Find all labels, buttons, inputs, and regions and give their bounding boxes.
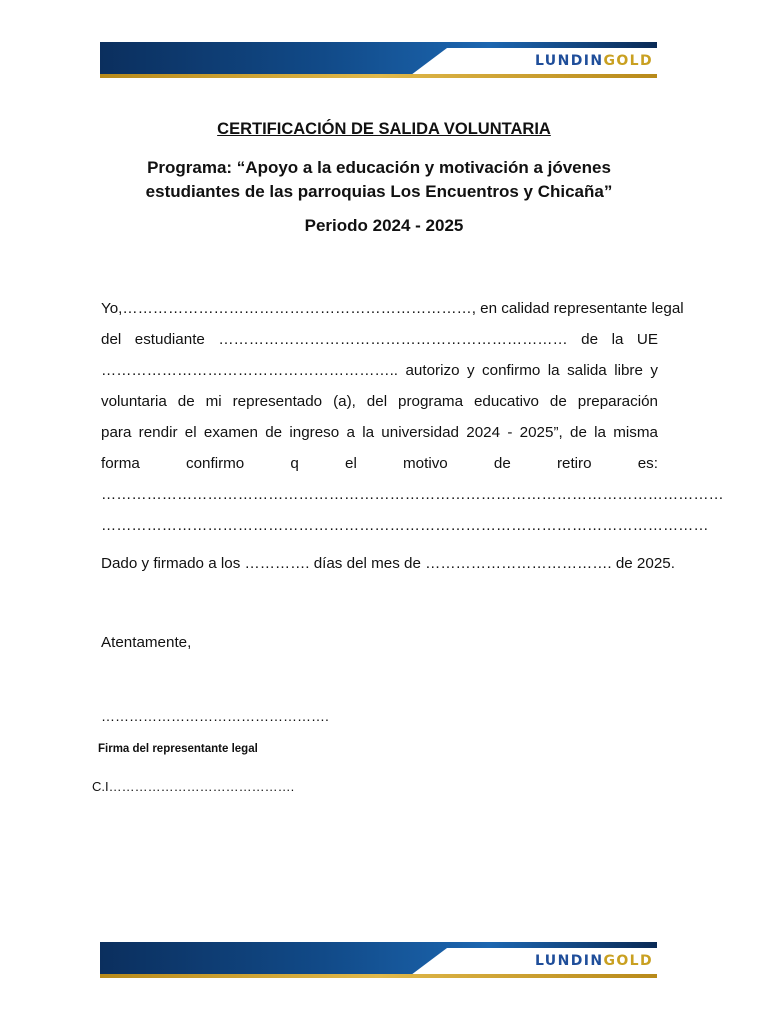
certification-body bbox=[101, 293, 724, 541]
logo-word-gold: GOLD bbox=[603, 53, 653, 69]
body-line: ………………………………………………………………………………………………………… bbox=[101, 517, 709, 534]
header-gold-stripe bbox=[100, 74, 657, 78]
period-heading: Periodo 2024 - 2025 bbox=[304, 216, 464, 235]
signature-label: Firma del representante legal bbox=[98, 743, 258, 755]
program-subtitle: Programa: “Apoyo a la educación y motivación a jóvenes estudiantes de las parroquias Los Encuentros y Chicaña” bbox=[145, 158, 613, 201]
document-title: CERTIFICACIÓN DE SALIDA VOLUNTARIA bbox=[217, 120, 551, 138]
body-line: Yo,……………………………………………………………, en calidad representante legal bbox=[101, 300, 684, 317]
footer-gold-stripe bbox=[100, 974, 657, 978]
body-line: ………………………………………………….. autorizo y confirmo la salida libre y bbox=[101, 362, 658, 379]
id-number-line: C.I……………………………………. bbox=[92, 779, 295, 794]
body-line: …………………………………………………………………………………………………………… bbox=[101, 486, 724, 503]
lundin-gold-logo bbox=[535, 953, 653, 969]
signature-line: …………………………………………. bbox=[101, 708, 329, 724]
body-line: para rendir el examen de ingreso a la universidad 2024 - 2025”, de la misma bbox=[101, 424, 658, 441]
lundin-gold-logo bbox=[535, 53, 653, 69]
logo-word-lundin: LUNDIN bbox=[534, 53, 604, 69]
dated-signed-line: Dado y firmado a los …………. días del mes de ………………………………. de 2025. bbox=[101, 555, 675, 572]
logo-word-lundin: LUNDIN bbox=[534, 953, 604, 969]
body-line: del estudiante …………………………………………………………… de la UE bbox=[101, 331, 658, 348]
body-line: forma confirmo q el motivo de retiro es: bbox=[101, 455, 658, 472]
footer-banner bbox=[100, 942, 657, 978]
closing-salutation: Atentamente, bbox=[101, 634, 192, 651]
logo-word-gold: GOLD bbox=[603, 953, 653, 969]
header-banner bbox=[100, 42, 657, 78]
body-line: voluntaria de mi representado (a), del programa educativo de preparación bbox=[101, 393, 658, 410]
